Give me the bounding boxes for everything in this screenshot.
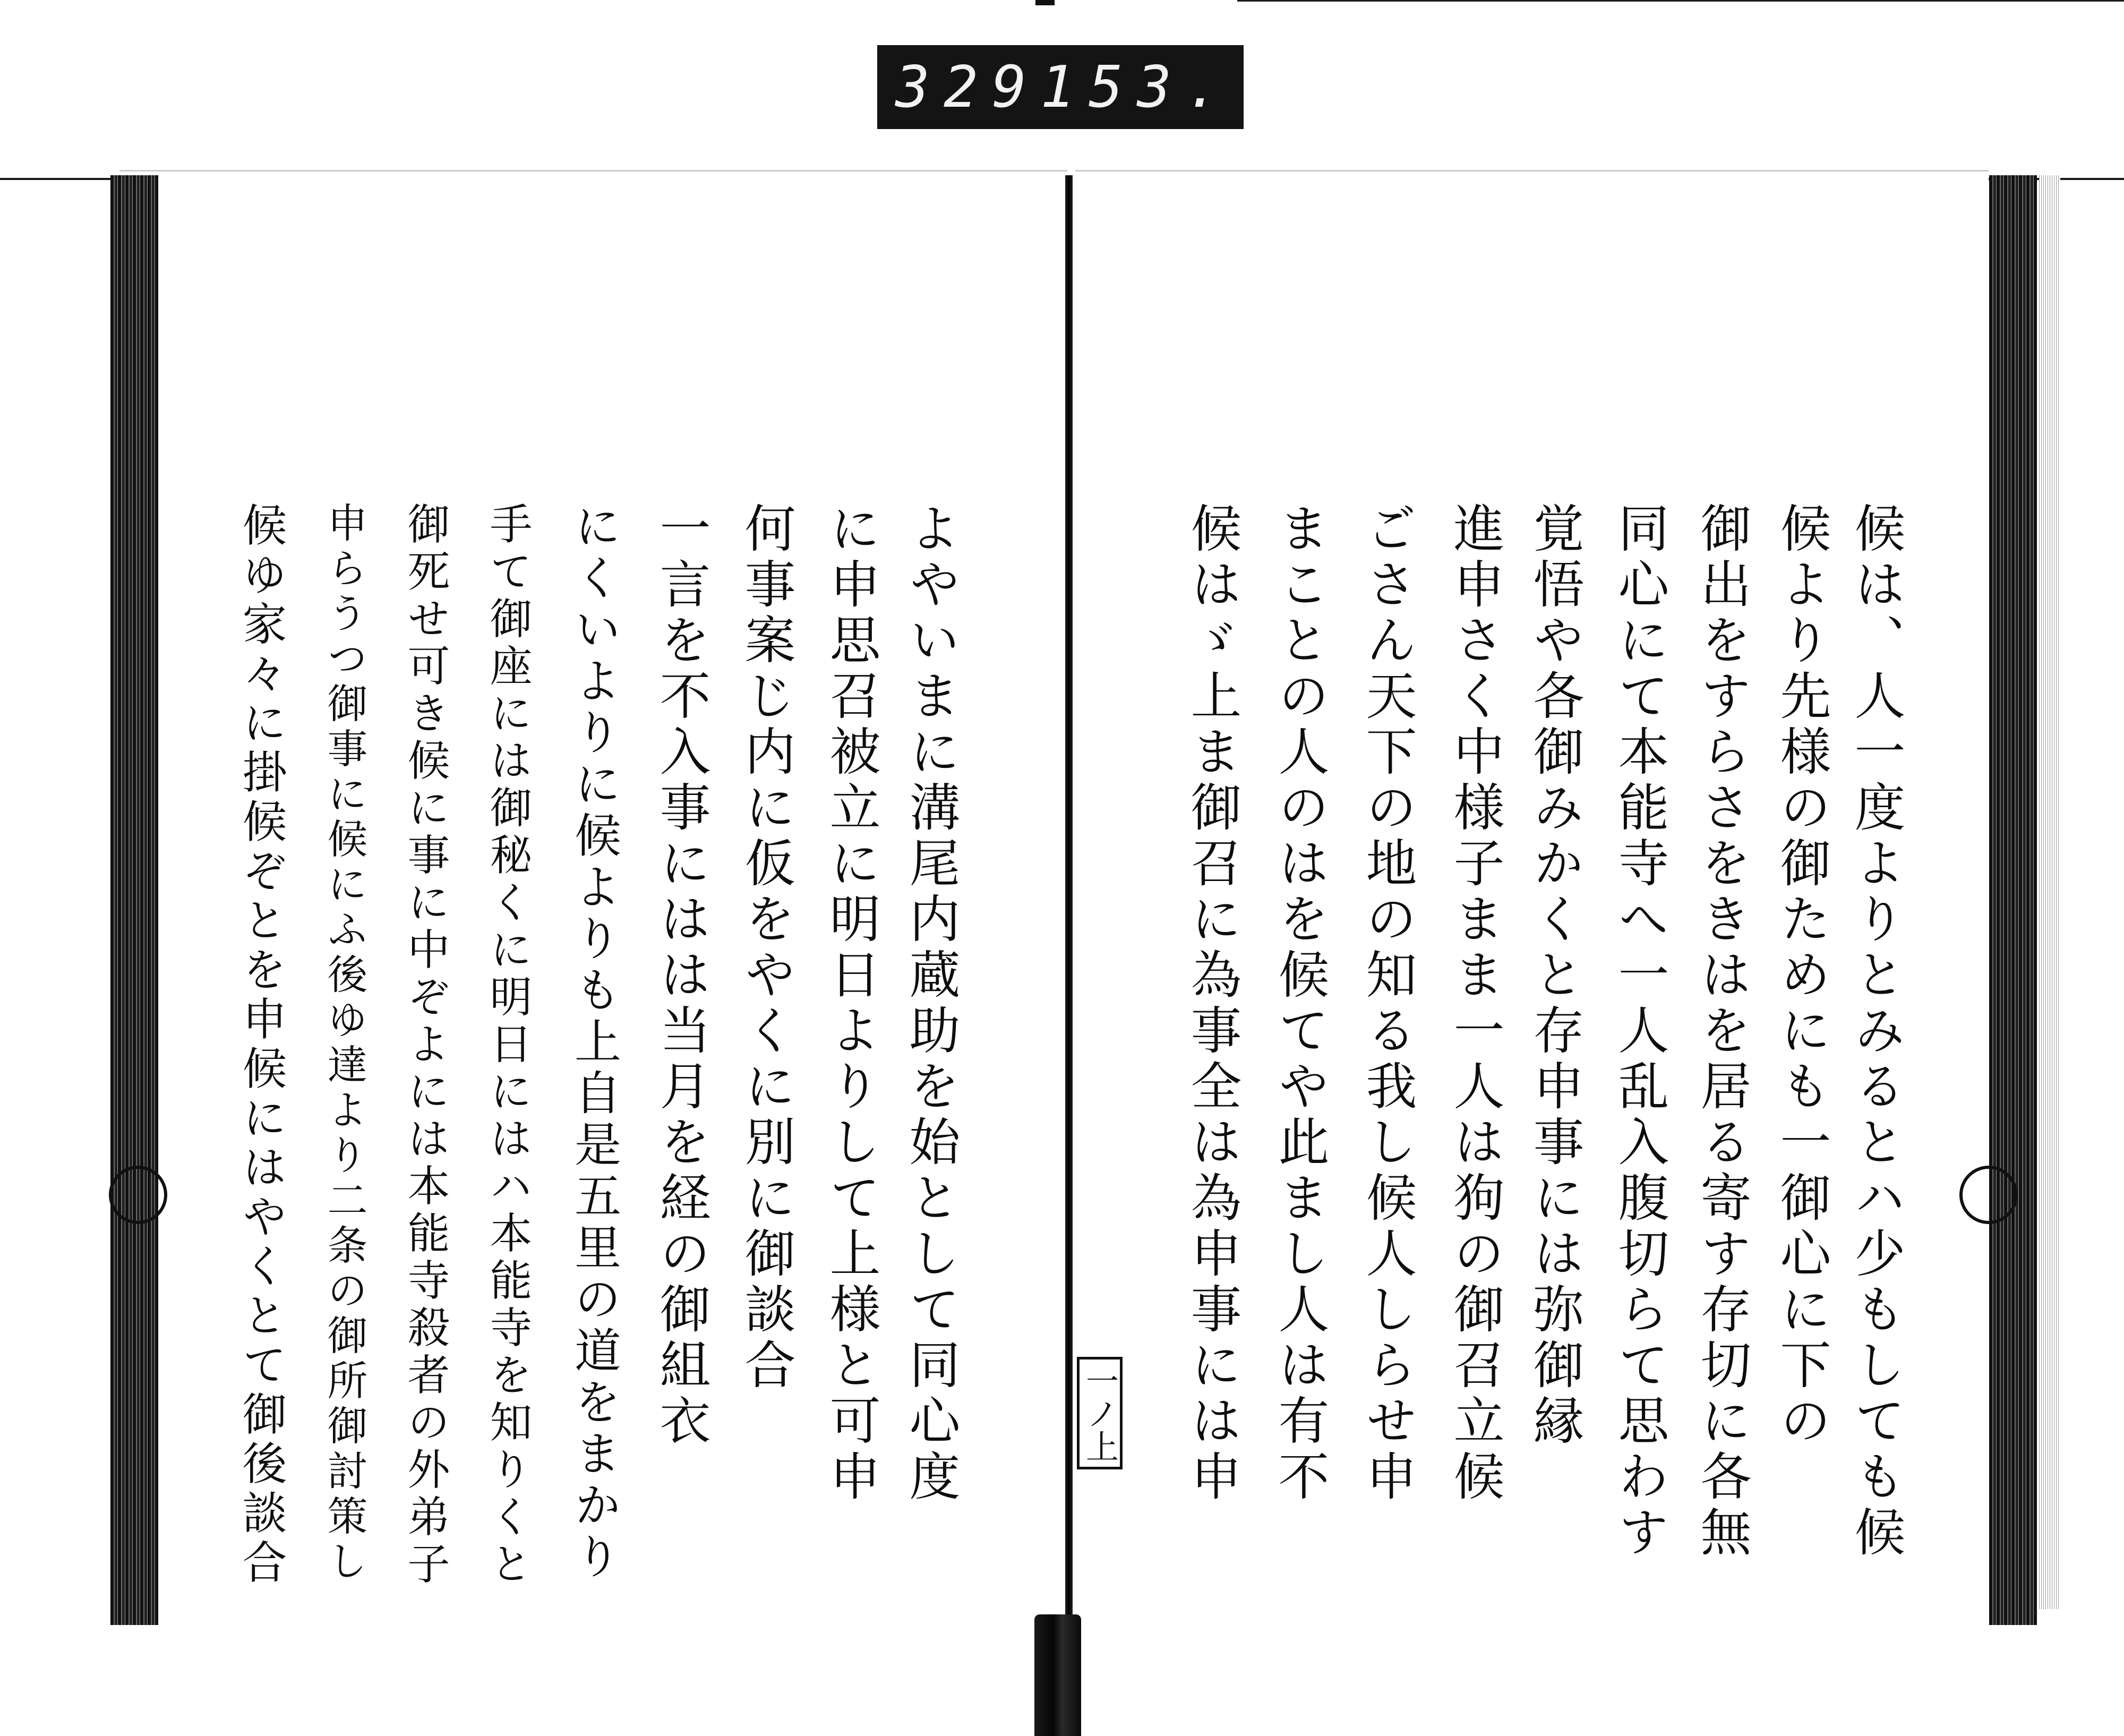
left-col-4: 一言を不入事にはは当月を経の御組衣	[652, 502, 711, 1450]
left-col-6: 手て御座には御秘くに明日にはハ本能寺を知りくと	[483, 502, 532, 1589]
right-col-3: 御出をすらさをきはを居る寄す存切に各無	[1692, 502, 1752, 1561]
right-col-5: 覚悟や各御みかくと存申事には弥御縁	[1525, 502, 1585, 1450]
frame-marker	[1035, 0, 1055, 5]
right-col-1: 候は、人一度よりとみるとハ少もしても候	[1846, 502, 1906, 1561]
right-sheet-edges	[2039, 175, 2060, 1609]
spine-tail	[1034, 1614, 1081, 1736]
reel-number: 329	[895, 54, 1041, 121]
left-col-3: 何事案じ内に仮をやくに別に御談合	[736, 502, 796, 1394]
left-binding-edge	[110, 175, 158, 1625]
right-binding-ring	[1959, 1166, 2018, 1224]
left-col-9: 候ゆ家々に掛候ぞとを申候にはやくとて御後談合	[235, 502, 287, 1588]
left-col-8: 申らうつ御事に候にふ後ゆ達より二条の御所御討策し	[321, 502, 368, 1585]
right-col-9: 候はゞ上ま御召に為事全は為申事には申	[1183, 502, 1242, 1506]
right-col-2: 候より先様の御ためにも一御心に下の	[1772, 502, 1831, 1450]
book-spine	[1065, 175, 1073, 1620]
right-col-6: 進申さく中様子まま一人は狗の御召立候	[1445, 502, 1505, 1506]
left-col-5: にくいよりに候よりも上自是五里の道をまかり	[567, 502, 622, 1584]
left-col-7: 御死せ可き候に事に中ぞよには本能寺殺者の外弟子	[400, 502, 450, 1589]
right-col-4: 同心にて本能寺へ一人乱入腹切らて思わす	[1610, 502, 1669, 1561]
film-counter	[877, 45, 1244, 129]
right-binding-edge	[1989, 175, 2037, 1625]
frame-number: 153.	[1040, 54, 1234, 121]
right-col-8: まことの人のはを候てや此まし人は有不	[1270, 502, 1330, 1506]
left-col-1: よやいまに溝尾内蔵助を始として同心度	[901, 502, 961, 1506]
left-col-2: に申思召被立に明日よりして上様と可申	[821, 502, 881, 1506]
right-col-7: ごさん天下の地の知る我し候人しらせ申	[1358, 502, 1417, 1506]
frame-top-rule	[1237, 0, 2124, 2]
folio-mark: 一ノ上	[1077, 1357, 1123, 1469]
left-binding-ring	[109, 1166, 167, 1224]
